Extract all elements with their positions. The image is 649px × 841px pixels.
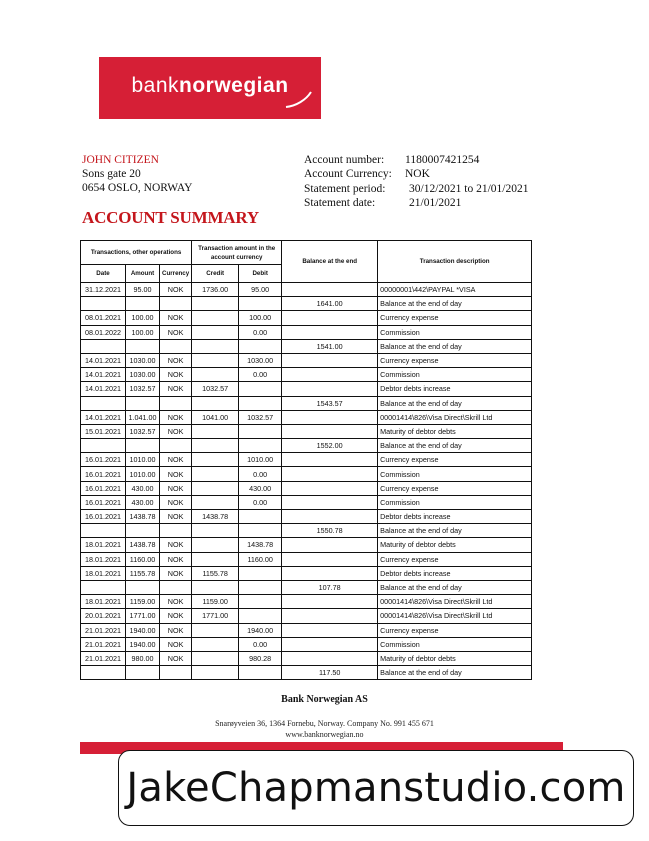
cell-debit: 980.28 [239, 651, 282, 665]
cell-description: Currency expense [378, 311, 532, 325]
cell-description: Currency expense [378, 353, 532, 367]
cell-balance [282, 623, 378, 637]
cell-balance [282, 637, 378, 651]
cell-currency: NOK [160, 566, 192, 580]
cell-currency: NOK [160, 382, 192, 396]
cell-balance: 1541.00 [282, 339, 378, 353]
cell-currency [160, 439, 192, 453]
statement-period-label: Statement period: [304, 182, 386, 195]
cell-currency: NOK [160, 283, 192, 297]
cell-description: Currency expense [378, 552, 532, 566]
cell-currency [160, 666, 192, 680]
cell-date: 18.01.2021 [81, 552, 126, 566]
cell-debit: 0.00 [239, 467, 282, 481]
cell-debit [239, 524, 282, 538]
cell-amount [126, 339, 160, 353]
header-balance: Balance at the end [282, 241, 378, 283]
cell-date: 16.01.2021 [81, 467, 126, 481]
cell-amount: 1438.78 [126, 510, 160, 524]
table-row [81, 467, 532, 481]
cell-credit [192, 368, 239, 382]
cell-debit: 430.00 [239, 481, 282, 495]
cell-credit [192, 666, 239, 680]
cell-date: 18.01.2021 [81, 566, 126, 580]
cell-date [81, 524, 126, 538]
cell-currency: NOK [160, 651, 192, 665]
cell-description: Currency expense [378, 481, 532, 495]
cell-amount: 1010.00 [126, 467, 160, 481]
cell-credit: 1771.00 [192, 609, 239, 623]
cell-debit: 0.00 [239, 325, 282, 339]
cell-description: Commission [378, 467, 532, 481]
balance-row [81, 339, 532, 353]
cell-date: 18.01.2021 [81, 538, 126, 552]
cell-currency: NOK [160, 325, 192, 339]
cell-debit: 0.00 [239, 637, 282, 651]
cell-debit: 1032.57 [239, 410, 282, 424]
cell-currency: NOK [160, 467, 192, 481]
cell-amount: 980.00 [126, 651, 160, 665]
account-currency: NOK [405, 168, 430, 181]
table-row [81, 609, 532, 623]
table-row [81, 538, 532, 552]
cell-credit [192, 439, 239, 453]
balance-row [81, 666, 532, 680]
cell-balance [282, 609, 378, 623]
statement-period: 30/12/2021 to 21/01/2021 [409, 182, 529, 195]
cell-balance [282, 368, 378, 382]
cell-currency [160, 580, 192, 594]
cell-debit: 0.00 [239, 495, 282, 509]
header-amount: Amount [126, 265, 160, 283]
cell-debit: 1010.00 [239, 453, 282, 467]
cell-date: 14.01.2021 [81, 368, 126, 382]
cell-description: Maturity of debtor debts [378, 538, 532, 552]
cell-description: Balance at the end of day [378, 297, 532, 311]
cell-date [81, 297, 126, 311]
cell-amount: 100.00 [126, 325, 160, 339]
cell-date: 15.01.2021 [81, 424, 126, 438]
cell-description: Balance at the end of day [378, 439, 532, 453]
table-row [81, 353, 532, 367]
table-row [81, 311, 532, 325]
cell-description: Commission [378, 368, 532, 382]
footer-company: Bank Norwegian AS [281, 694, 368, 705]
balance-row [81, 524, 532, 538]
cell-credit [192, 297, 239, 311]
cell-credit: 1736.00 [192, 283, 239, 297]
header-amount-group: Transaction amount in the account currency [192, 241, 282, 265]
cell-description: Balance at the end of day [378, 666, 532, 680]
cell-credit [192, 623, 239, 637]
balance-row [81, 580, 532, 594]
cell-balance [282, 538, 378, 552]
cell-description: 00001414\826\Visa Direct\Skrill Ltd [378, 609, 532, 623]
cell-date [81, 666, 126, 680]
cell-currency: NOK [160, 481, 192, 495]
table-row [81, 595, 532, 609]
cell-debit [239, 297, 282, 311]
cell-description: Currency expense [378, 623, 532, 637]
cell-currency: NOK [160, 637, 192, 651]
cell-debit [239, 382, 282, 396]
cell-amount: 1032.57 [126, 424, 160, 438]
cell-description: Balance at the end of day [378, 339, 532, 353]
cell-currency: NOK [160, 552, 192, 566]
cell-debit [239, 339, 282, 353]
header-description: Transaction description [378, 241, 532, 283]
cell-debit [239, 566, 282, 580]
cell-description: Balance at the end of day [378, 396, 532, 410]
cell-credit: 1155.78 [192, 566, 239, 580]
cell-credit [192, 311, 239, 325]
header-date: Date [81, 265, 126, 283]
cell-debit [239, 439, 282, 453]
cell-debit: 1940.00 [239, 623, 282, 637]
header-currency: Currency [160, 265, 192, 283]
cell-credit: 1041.00 [192, 410, 239, 424]
cell-balance: 1550.78 [282, 524, 378, 538]
balance-row [81, 396, 532, 410]
cell-credit: 1159.00 [192, 595, 239, 609]
cell-date [81, 439, 126, 453]
statement-date-label: Statement date: [304, 196, 376, 209]
cell-balance: 1641.00 [282, 297, 378, 311]
cell-balance [282, 325, 378, 339]
header-credit: Credit [192, 265, 239, 283]
cell-debit [239, 609, 282, 623]
transactions-table [80, 240, 532, 680]
table-row [81, 382, 532, 396]
cell-date: 14.01.2021 [81, 382, 126, 396]
cell-currency: NOK [160, 410, 192, 424]
cell-amount [126, 524, 160, 538]
cell-currency [160, 297, 192, 311]
account-number: 1180007421254 [405, 154, 480, 166]
cell-description: Commission [378, 325, 532, 339]
cell-credit [192, 481, 239, 495]
cell-balance [282, 467, 378, 481]
cell-balance [282, 283, 378, 297]
cell-currency: NOK [160, 424, 192, 438]
cell-date [81, 339, 126, 353]
cell-balance [282, 481, 378, 495]
cell-balance [282, 566, 378, 580]
cell-credit [192, 325, 239, 339]
cell-date: 18.01.2021 [81, 595, 126, 609]
cell-credit [192, 353, 239, 367]
cell-currency: NOK [160, 311, 192, 325]
cell-currency: NOK [160, 538, 192, 552]
cell-currency: NOK [160, 510, 192, 524]
cell-credit [192, 495, 239, 509]
watermark: JakeChapmanstudio.com [118, 750, 634, 826]
cell-debit [239, 580, 282, 594]
cell-amount [126, 439, 160, 453]
logo-swoosh-icon [284, 90, 314, 110]
table-row [81, 552, 532, 566]
cell-amount: 1030.00 [126, 368, 160, 382]
cell-credit [192, 552, 239, 566]
cell-amount: 95.00 [126, 283, 160, 297]
cell-balance [282, 410, 378, 424]
header-debit: Debit [239, 265, 282, 283]
cell-description: 00001414\826\Visa Direct\Skrill Ltd [378, 595, 532, 609]
cell-credit [192, 467, 239, 481]
cell-credit [192, 339, 239, 353]
account-currency-label: Account Currency: [304, 168, 392, 181]
cell-credit [192, 580, 239, 594]
cell-date: 08.01.2022 [81, 325, 126, 339]
footer-address-block [0, 719, 649, 740]
table-row [81, 424, 532, 438]
bank-logo [99, 57, 321, 119]
customer-address [82, 153, 192, 195]
cell-date: 31.12.2021 [81, 283, 126, 297]
cell-balance: 1552.00 [282, 439, 378, 453]
cell-description: Debtor debts increase [378, 566, 532, 580]
cell-debit [239, 396, 282, 410]
customer-name: JOHN CITIZEN [82, 154, 159, 166]
cell-date: 14.01.2021 [81, 353, 126, 367]
cell-debit [239, 424, 282, 438]
cell-currency: NOK [160, 609, 192, 623]
footer-website: www.banknorwegian.no [285, 729, 364, 739]
cell-credit: 1032.57 [192, 382, 239, 396]
cell-amount [126, 666, 160, 680]
cell-credit: 1438.78 [192, 510, 239, 524]
footer-address: Snarøyveien 36, 1364 Fornebu, Norway. Company No. 991 455 671 [215, 719, 434, 728]
cell-date: 16.01.2021 [81, 495, 126, 509]
cell-description: Debtor debts increase [378, 382, 532, 396]
balance-row [81, 439, 532, 453]
table-row [81, 651, 532, 665]
cell-amount: 1771.00 [126, 609, 160, 623]
cell-description: Maturity of debtor debts [378, 651, 532, 665]
cell-date: 16.01.2021 [81, 481, 126, 495]
cell-amount [126, 297, 160, 311]
cell-balance [282, 424, 378, 438]
cell-date: 21.01.2021 [81, 651, 126, 665]
cell-balance: 107.78 [282, 580, 378, 594]
logo-text: banknorwegian [131, 74, 289, 97]
cell-date [81, 580, 126, 594]
cell-debit: 1160.00 [239, 552, 282, 566]
cell-date: 16.01.2021 [81, 510, 126, 524]
cell-description: Maturity of debtor debts [378, 424, 532, 438]
cell-amount: 1.041.00 [126, 410, 160, 424]
cell-debit: 1030.00 [239, 353, 282, 367]
cell-currency: NOK [160, 623, 192, 637]
cell-debit [239, 595, 282, 609]
cell-amount: 430.00 [126, 495, 160, 509]
customer-city: 0654 OSLO, NORWAY [82, 182, 193, 194]
cell-debit: 1438.78 [239, 538, 282, 552]
table-row [81, 623, 532, 637]
cell-amount: 1030.00 [126, 353, 160, 367]
cell-credit [192, 538, 239, 552]
cell-debit: 100.00 [239, 311, 282, 325]
cell-debit [239, 510, 282, 524]
cell-date: 20.01.2021 [81, 609, 126, 623]
cell-amount: 1160.00 [126, 552, 160, 566]
cell-date: 21.01.2021 [81, 623, 126, 637]
cell-amount: 1010.00 [126, 453, 160, 467]
cell-amount: 1438.78 [126, 538, 160, 552]
cell-currency [160, 339, 192, 353]
cell-credit [192, 524, 239, 538]
cell-date: 16.01.2021 [81, 453, 126, 467]
cell-credit [192, 637, 239, 651]
cell-balance [282, 510, 378, 524]
cell-amount: 100.00 [126, 311, 160, 325]
account-info [304, 153, 528, 210]
cell-description: 00000001\442\PAYPAL *VISA [378, 283, 532, 297]
cell-description: Commission [378, 637, 532, 651]
table-row [81, 325, 532, 339]
cell-balance [282, 353, 378, 367]
table-row [81, 566, 532, 580]
table-row [81, 637, 532, 651]
cell-amount: 1940.00 [126, 623, 160, 637]
cell-date: 21.01.2021 [81, 637, 126, 651]
customer-street: Sons gate 20 [82, 168, 141, 180]
cell-balance [282, 382, 378, 396]
cell-debit [239, 666, 282, 680]
cell-balance [282, 495, 378, 509]
cell-currency: NOK [160, 595, 192, 609]
cell-currency [160, 396, 192, 410]
cell-balance [282, 453, 378, 467]
cell-currency: NOK [160, 353, 192, 367]
cell-description: Balance at the end of day [378, 580, 532, 594]
cell-description: Debtor debts increase [378, 510, 532, 524]
cell-description: Balance at the end of day [378, 524, 532, 538]
statement-date: 21/01/2021 [409, 196, 462, 209]
cell-credit [192, 424, 239, 438]
header-transactions-group: Transactions, other operations [81, 241, 192, 265]
cell-balance [282, 651, 378, 665]
cell-credit [192, 651, 239, 665]
cell-debit: 95.00 [239, 283, 282, 297]
cell-balance [282, 311, 378, 325]
table-row [81, 481, 532, 495]
cell-amount [126, 580, 160, 594]
cell-amount: 1032.57 [126, 382, 160, 396]
table-row [81, 283, 532, 297]
cell-amount: 1940.00 [126, 637, 160, 651]
cell-currency: NOK [160, 453, 192, 467]
cell-amount [126, 396, 160, 410]
table-row [81, 510, 532, 524]
account-number-label: Account number: [304, 154, 385, 166]
cell-balance: 117.50 [282, 666, 378, 680]
cell-description: Commission [378, 495, 532, 509]
cell-description: 00001414\826\Visa Direct\Skrill Ltd [378, 410, 532, 424]
cell-balance: 1543.57 [282, 396, 378, 410]
cell-date [81, 396, 126, 410]
table-row [81, 368, 532, 382]
cell-amount: 1159.00 [126, 595, 160, 609]
table-row [81, 495, 532, 509]
cell-credit [192, 396, 239, 410]
cell-balance [282, 552, 378, 566]
cell-debit: 0.00 [239, 368, 282, 382]
cell-balance [282, 595, 378, 609]
cell-amount: 1155.78 [126, 566, 160, 580]
table-row [81, 410, 532, 424]
cell-date: 14.01.2021 [81, 410, 126, 424]
table-row [81, 453, 532, 467]
cell-description: Currency expense [378, 453, 532, 467]
cell-credit [192, 453, 239, 467]
cell-amount: 430.00 [126, 481, 160, 495]
cell-currency [160, 524, 192, 538]
transactions-body [81, 283, 532, 680]
cell-currency: NOK [160, 495, 192, 509]
balance-row [81, 297, 532, 311]
cell-currency: NOK [160, 368, 192, 382]
cell-date: 08.01.2021 [81, 311, 126, 325]
account-summary-title: ACCOUNT SUMMARY [82, 208, 259, 227]
